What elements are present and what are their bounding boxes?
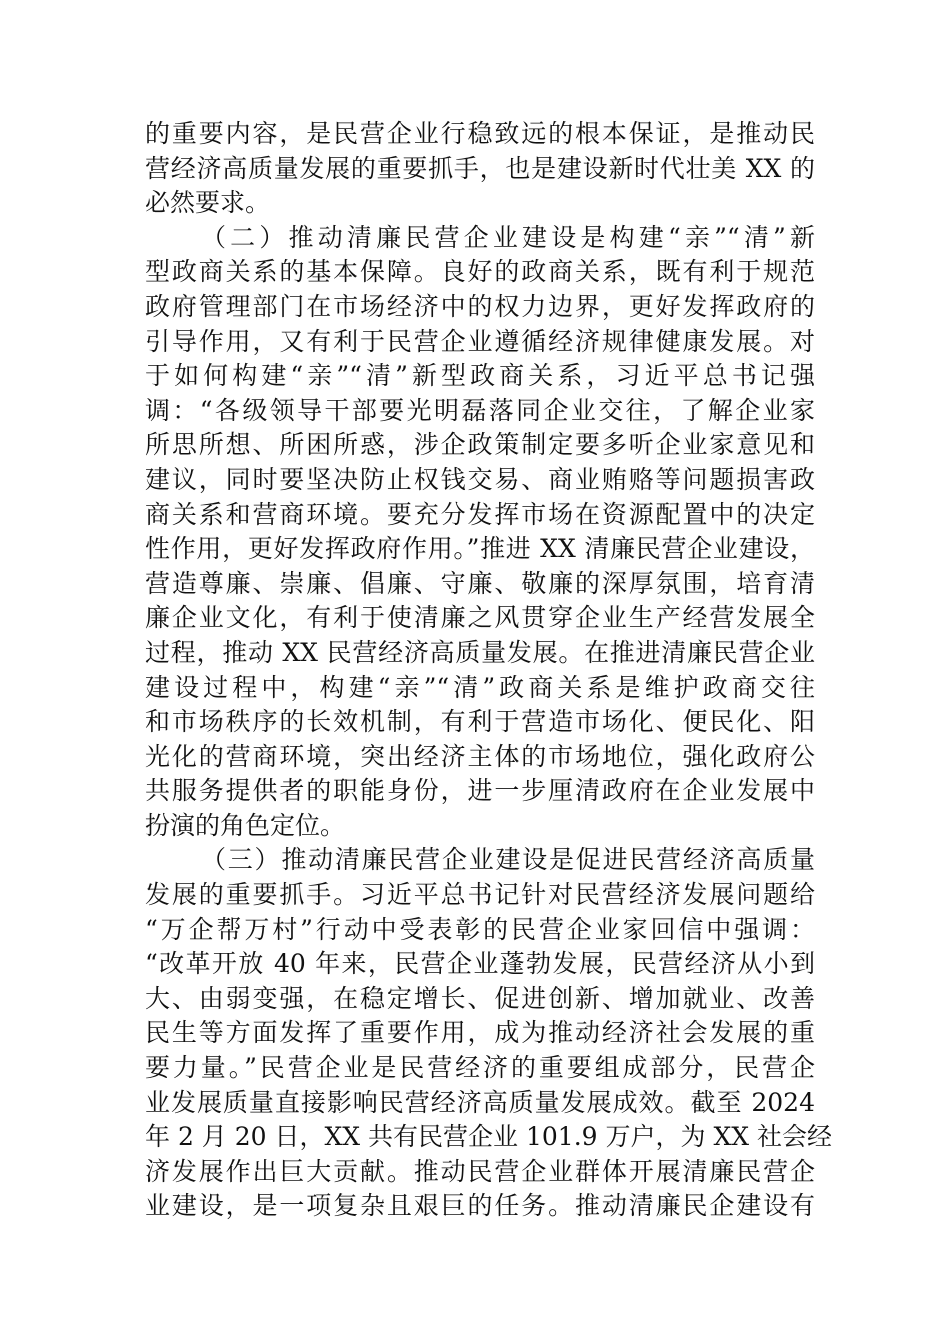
text-line: 的重要内容，是民营企业行稳致远的根本保证，是推动民 [145,119,815,148]
text-line: 营经济高质量发展的重要抓手，也是建设新时代壮美 XX 的 [145,153,815,183]
text-line: 营造尊廉、崇廉、倡廉、守廉、敬廉的深厚氛围，培育清 [145,568,815,598]
text-line: 政府管理部门在市场经济中的权力边界，更好发挥政府的 [145,291,815,321]
text-line: 和市场秩序的长效机制，有利于营造市场化、便民化、阳 [145,707,815,737]
text-line: 必然要求。 [145,188,271,218]
body-text [145,117,833,1224]
text-line: 型政商关系的基本保障。良好的政商关系，既有利于规范 [145,257,815,287]
text-line: 要力量。”民营企业是民营经济的重要组成部分，民营企 [145,1053,815,1083]
text-line: “万企帮万村”行动中受表彰的民营企业家回信中强调： [145,914,815,944]
text-line: （三）推动清廉民营企业建设是促进民营经济高质量 [201,845,815,875]
text-line: 过程，推动 XX 民营经济高质量发展。在推进清廉民营企业 [145,637,815,667]
text-line: 济发展作出巨大贡献。推动民营企业群体开展清廉民营企 [145,1156,815,1186]
text-line: 商关系和营商环境。要充分发挥市场在资源配置中的决定 [145,499,815,529]
text-line: 业发展质量直接影响民营经济高质量发展成效。截至 2024 [145,1087,815,1117]
text-line: 民生等方面发挥了重要作用，成为推动经济社会发展的重 [145,1018,815,1048]
text-line: 光化的营商环境，突出经济主体的市场地位，强化政府公 [145,741,815,771]
text-line: 引导作用，又有利于民营企业遵循经济规律健康发展。对 [145,326,815,356]
text-line: 年 2 月 20 日，XX 共有民营企业 101.9 万户，为 XX 社会经 [145,1122,833,1152]
text-line: 调：“各级领导干部要光明磊落同企业交往，了解企业家 [145,395,815,425]
text-line: 廉企业文化，有利于使清廉之风贯穿企业生产经营发展全 [145,603,815,633]
text-line: 业建设，是一项复杂且艰巨的任务。推动清廉民企建设有 [145,1191,815,1221]
text-line: 扮演的角色定位。 [145,810,346,840]
text-line: （二）推动清廉民营企业建设是构建“亲”“清”新 [201,222,815,252]
text-line: “改革开放 40 年来，民营企业蓬勃发展，民营经济从小到 [145,949,815,979]
text-line: 大、由弱变强，在稳定增长、促进创新、增加就业、改善 [145,983,815,1013]
text-line: 发展的重要抓手。习近平总书记针对民营经济发展问题给 [145,880,815,910]
text-line: 共服务提供者的职能身份，进一步厘清政府在企业发展中 [145,776,815,806]
text-line: 性作用，更好发挥政府作用。”推进 XX 清廉民营企业建设， [145,534,815,564]
text-line: 所思所想、所困所惑，涉企政策制定要多听企业家意见和 [145,430,815,460]
text-line: 于如何构建“亲”“清”新型政商关系，习近平总书记强 [145,361,815,391]
text-line: 建议，同时要坚决防止权钱交易、商业贿赂等问题损害政 [145,464,815,494]
text-line: 建设过程中，构建“亲”“清”政商关系是维护政商交往 [145,672,815,702]
